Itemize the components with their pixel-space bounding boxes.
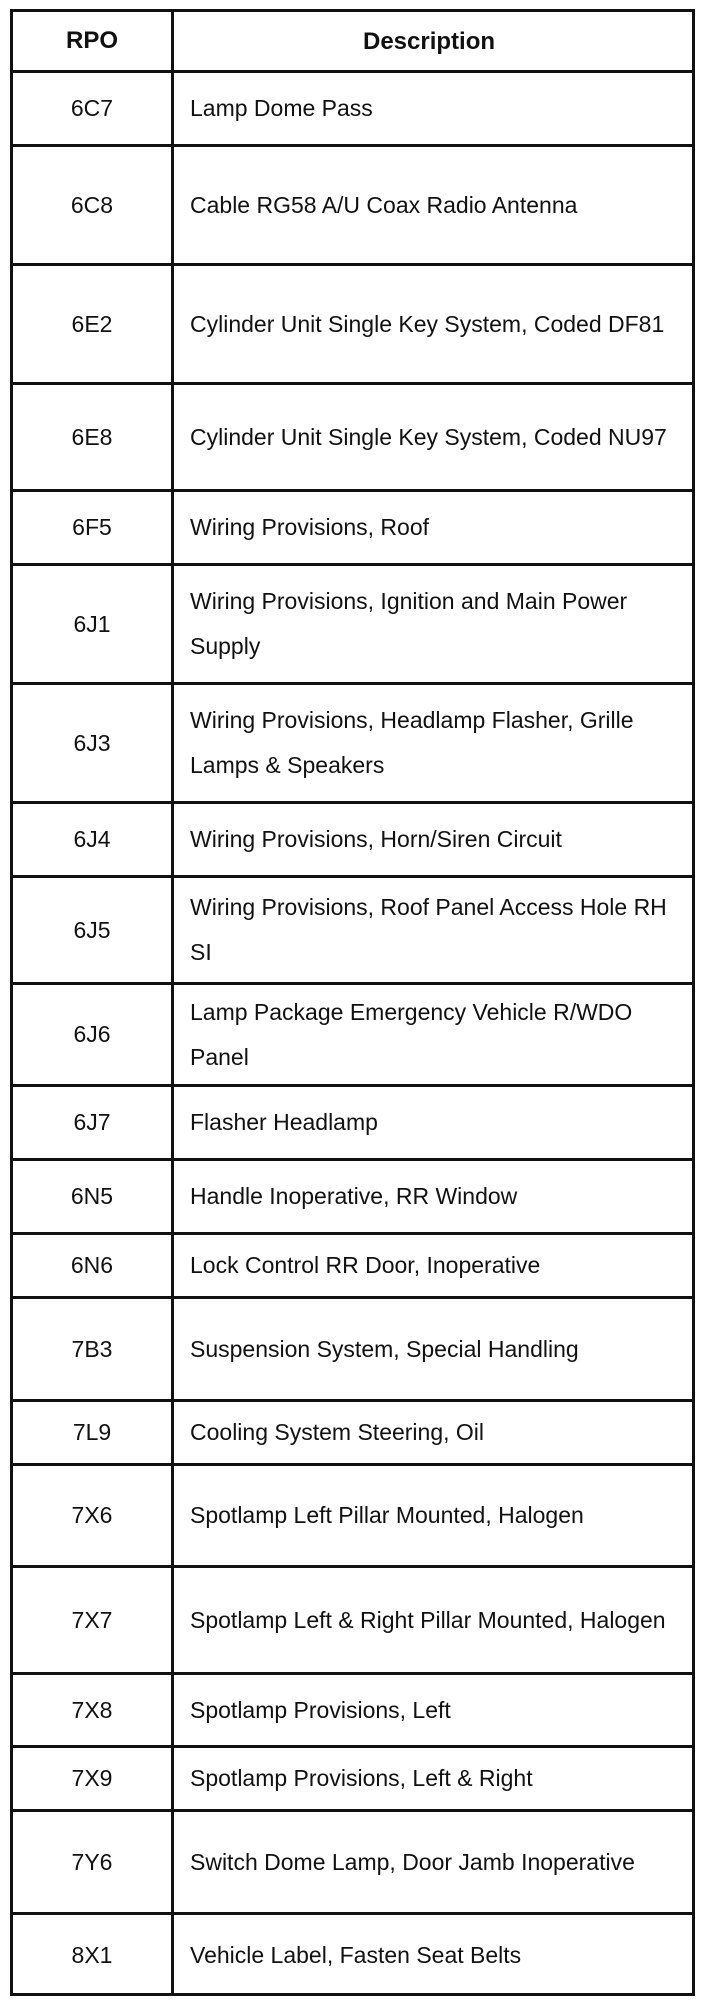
table-row — [13, 1672, 692, 1745]
table-row — [13, 1232, 692, 1296]
table-row — [13, 382, 692, 489]
description-cell: Cylinder Unit Single Key System, Coded NU97 — [171, 385, 692, 489]
rpo-cell: 6J5 — [73, 916, 111, 943]
table-row — [13, 1809, 692, 1912]
description-cell: Wiring Provisions, Roof Panel Access Hole RH SI — [171, 878, 692, 982]
rpo-cell: 6J7 — [73, 1109, 111, 1135]
table-row — [13, 682, 692, 801]
description-cell: Cooling System Steering, Oil — [171, 1402, 692, 1463]
rpo-cell: 6N6 — [70, 1252, 114, 1278]
table-row — [13, 563, 692, 682]
rpo-cell: 7L9 — [72, 1419, 112, 1445]
table-row — [13, 1296, 692, 1399]
description-cell: Wiring Provisions, Roof — [171, 492, 692, 563]
rpo-cell: 6J4 — [73, 826, 111, 852]
table-row — [13, 875, 692, 982]
header-row — [13, 12, 692, 70]
description-cell: Spotlamp Provisions, Left — [171, 1675, 692, 1745]
rpo-cell: 7X8 — [71, 1696, 113, 1723]
table-row — [13, 263, 692, 382]
table-row — [13, 70, 692, 144]
rpo-cell: 6E2 — [71, 310, 113, 337]
description-cell: Lamp Dome Pass — [171, 73, 692, 144]
table-row — [13, 1158, 692, 1232]
rpo-cell: 6J3 — [73, 729, 111, 756]
table-row — [13, 1399, 692, 1463]
description-cell: Wiring Provisions, Ignition and Main Power Supply — [171, 566, 692, 682]
description-cell: Cable RG58 A/U Coax Radio Antenna — [171, 147, 692, 263]
description-cell: Spotlamp Left & Right Pillar Mounted, Halogen — [171, 1568, 692, 1672]
rpo-cell: 6E8 — [71, 423, 113, 450]
rpo-cell: 6C7 — [70, 95, 114, 121]
description-cell: Switch Dome Lamp, Door Jamb Inoperative — [171, 1812, 692, 1912]
table-row — [13, 982, 692, 1084]
description-cell: Cylinder Unit Single Key System, Coded DF81 — [171, 266, 692, 382]
description-cell: Wiring Provisions, Horn/Siren Circuit — [171, 804, 692, 875]
rpo-cell: 6N5 — [70, 1183, 114, 1209]
description-cell: Lock Control RR Door, Inoperative — [171, 1235, 692, 1296]
table-row — [13, 489, 692, 563]
rpo-cell: 8X1 — [71, 1942, 113, 1968]
description-cell: Wiring Provisions, Headlamp Flasher, Grille Lamps & Speakers — [171, 685, 692, 801]
description-cell: Spotlamp Left Pillar Mounted, Halogen — [171, 1466, 692, 1565]
table-row — [13, 144, 692, 263]
table-row — [13, 1463, 692, 1565]
rpo-cell: 6J6 — [73, 1021, 111, 1047]
description-cell: Lamp Package Emergency Vehicle R/WDO Panel — [171, 985, 692, 1084]
table-row — [13, 1912, 692, 1996]
rpo-cell: 7Y6 — [71, 1848, 113, 1875]
rpo-cell: 7X9 — [71, 1765, 113, 1791]
rpo-cell: 6C8 — [70, 191, 114, 218]
description-cell: Handle Inoperative, RR Window — [171, 1161, 692, 1232]
rpo-table — [10, 9, 695, 1996]
table-row — [13, 1565, 692, 1672]
rpo-cell: 7X6 — [71, 1502, 113, 1528]
rpo-cell: 7B3 — [71, 1335, 113, 1362]
description-cell: Suspension System, Special Handling — [171, 1299, 692, 1399]
table-row — [13, 801, 692, 875]
table-row — [13, 1084, 692, 1158]
description-cell: Vehicle Label, Fasten Seat Belts — [171, 1915, 692, 1996]
rpo-cell: 6J1 — [73, 610, 111, 637]
rpo-cell: 7X7 — [71, 1606, 113, 1633]
description-cell: Spotlamp Provisions, Left & Right — [171, 1748, 692, 1809]
rpo-cell: 6F5 — [72, 514, 112, 540]
description-cell: Flasher Headlamp — [171, 1087, 692, 1158]
table-row — [13, 1745, 692, 1809]
header-rpo: RPO — [65, 27, 118, 54]
header-description: Description — [171, 12, 692, 70]
